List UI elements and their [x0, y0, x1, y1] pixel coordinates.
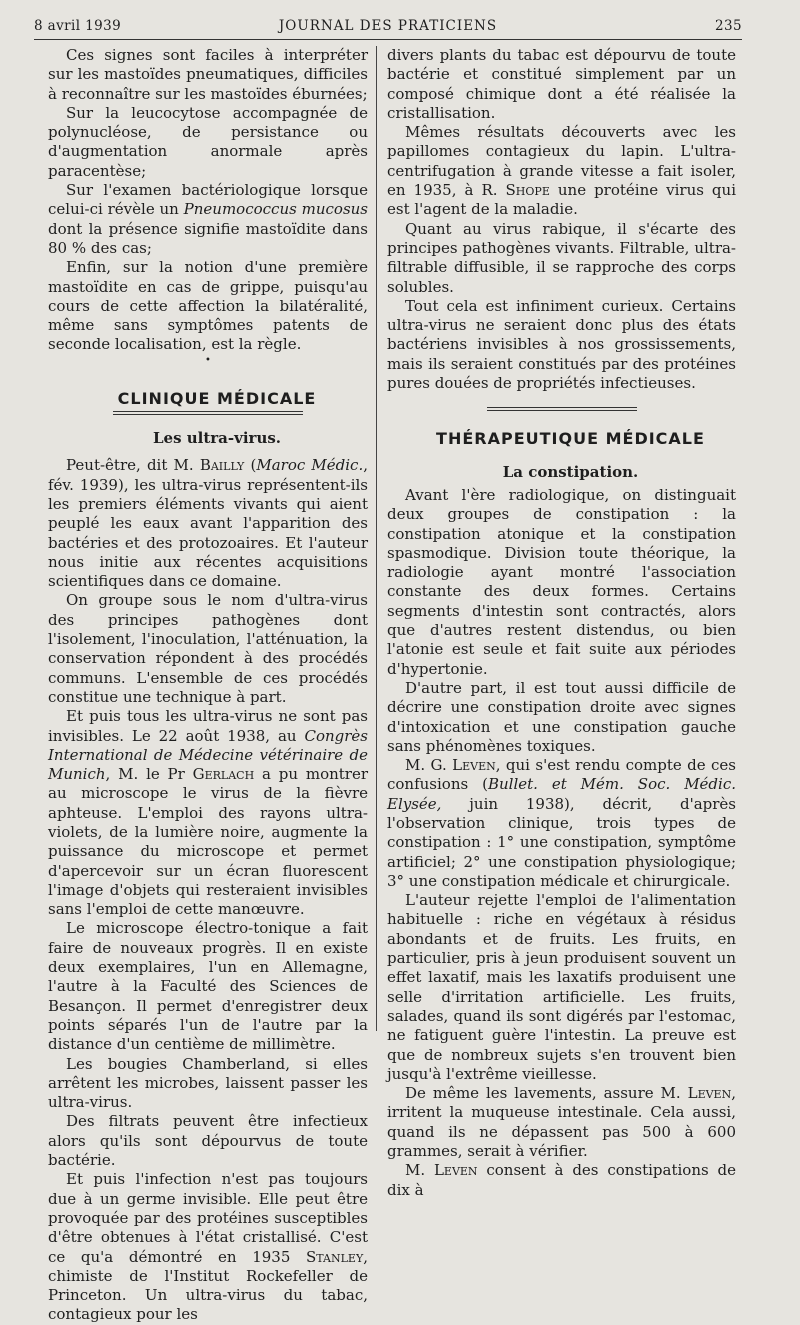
author-name: Bailly [199, 456, 245, 475]
paragraph: Sur l'examen bactériologique lorsque celui-ci révèle un Pneumococcus mucosus dont la présence signifie mastoïdite dans 80 % des cas; [48, 181, 369, 257]
paragraph: Et puis tous les ultra-virus ne sont pas invisibles. Le 22 août 1938, au Congrès International de Médecine vétérinaire de Munich, M. le Pr Gerlach a pu montrer au microscope le virus de la fièvre aphteuse. L'emploi des rayons ultra-violets, de la lumière noire, augmente la puissance du microscope et permet d'apercevoir sur un écran fluorescent l'image d'objets qui resteraient invisibles sans l'emploi de cette manœuvre. [48, 707, 369, 919]
right-column [387, 46, 736, 1200]
author-name: Gerlach [192, 765, 255, 784]
paragraph: Tout cela est infiniment curieux. Certains ultra-virus ne seraient donc plus des états bactériens invisibles à nos grossissements, mais ils seraient constitués par des protéines pures douées de propriétés infectieuses. [387, 296, 736, 393]
congress-name: Congrès International de Médecine vétérinaire de Munich [48, 726, 368, 784]
author-name: Shope [505, 181, 550, 200]
journal-title: JOURNAL DES PRATICIENS [278, 18, 498, 34]
paragraph: Mêmes résultats découverts avec les papillomes contagieux du lapin. L'ultra-centrifugation à grande vitesse a fait isoler, en 1935, à R. Shope une protéine virus qui est l'agent de la maladie. [387, 123, 736, 219]
section-title-therapeutique: THÉRAPEUTIQUE MÉDICALE [436, 429, 705, 449]
author-name: Leven [687, 1084, 732, 1103]
paragraph: divers plants du tabac est dépourvu de toute bactérie et constitué simplement par un composé chimique dont a été réalisée la cristallisation. [387, 46, 736, 122]
author-name: Leven [452, 756, 496, 775]
paragraph: Avant l'ère radiologique, on distinguait deux groupes de constipation : la constipation atonique et la constipation spasmodique. Division toute théorique, la radiologie ayant montré l'association constante des deux formes. Certains segments d'intestin sont contractés, alors que d'autres restent distendus, ou bien l'atonie est seule et fait suite aux périodes d'hypertonie. [387, 485, 736, 678]
page-number: 235 [715, 18, 742, 34]
paragraph: D'autre part, il est tout aussi difficile de décrire une constipation droite avec signes d'intoxication et une constipation gauche sans phénomènes toxiques. [387, 678, 736, 755]
species-name: Pneumococcus mucosus [183, 200, 369, 219]
paragraph: Ces signes sont faciles à interpréter sur les mastoïdes pneumatiques, difficiles à reconnaître sur les mastoïdes éburnées; [48, 46, 368, 103]
article-title-constipation: La constipation. [502, 462, 639, 481]
paragraph: M. Leven consent à des constipations de dix à [387, 1161, 736, 1199]
paragraph: Quant au virus rabique, il s'écarte des principes pathogènes vivants. Filtrable, ultra-filtrable diffusible, il se rapproche des corps solubles. [387, 219, 736, 296]
author-name: Leven [433, 1161, 478, 1180]
header-rule [34, 39, 742, 40]
paragraph: Des filtrats peuvent être infectieux alors qu'ils sont dépourvus de toute bactérie. [48, 1112, 368, 1170]
section-title-clinique: CLINIQUE MÉDICALE [117, 388, 317, 408]
paragraph: Les bougies Chamberland, si elles arrêtent les microbes, laissent passer les ultra-virus. [48, 1054, 368, 1112]
paragraph: De même les lavements, assure M. Leven, irritent la muqueuse intestinale. Cela aussi, quand ils ne dépassent pas 500 à 600 grammes, serait à vérifier. [387, 1084, 736, 1161]
left-column [48, 46, 368, 1325]
author-name: Stanley [306, 1247, 364, 1266]
source-title: Maroc Médic. [256, 456, 364, 475]
paragraph: Enfin, sur la notion d'une première mastoïdite en cas de grippe, puisqu'au cours de cette affection la bilatéralité, même sans symptômes patents de seconde localisation, est la règle. [48, 258, 368, 354]
article-title-ultra-virus: Les ultra-virus. [152, 429, 282, 448]
column-separator [376, 46, 377, 1031]
paragraph: Peut-être, dit M. Bailly (Maroc Médic., fév. 1939), les ultra-virus représentent-ils les premiers éléments vivants qui aient peuplé les eaux avant l'apparition des bactéries et des protozoaires. Et l'auteur nous initie aux récentes acquisitions scientifiques dans ce domaine. [48, 456, 368, 591]
paragraph: On groupe sous le nom d'ultra-virus des principes pathogènes dont l'isolement, l'inoculation, l'atténuation, la conservation répondent à des procédés communs. L'ensemble de ces procédés constitue une technique à part. [48, 591, 368, 706]
source-title: Bullet. et Mém. Soc. Médic. Elysée, [387, 775, 737, 813]
separator-dot: • [205, 354, 211, 366]
paragraph: Sur la leucocytose accompagnée de polynucléose, de persistance ou d'augmentation anormale après paracentèse; [48, 103, 368, 180]
paragraph: M. G. Leven, qui s'est rendu compte de ces confusions (Bullet. et Mém. Soc. Médic. Elysée, juin 1938), décrit, d'après l'observation clinique, trois types de constipation : 1° une constipation, symptôme artificiel; 2° une constipation physiologique; 3° une constipation médicale et chirurgicale. [387, 756, 737, 890]
paragraph: L'auteur rejette l'emploi de l'alimentation habituelle : riche en végétaux à résidus abondants et de fruits. Les fruits, en particulier, pris à jeun produisent souvent un effet laxatif, mais les laxatifs produisent une selle d'irritation artificielle. Les fruits, salades, quand ils sont digérés par l'estomac, ne fatiguent guère l'intestin. La preuve est que de nombreux sujets s'en trouvent bien jusqu'à l'extrême vieillesse. [387, 891, 736, 1083]
running-header [34, 18, 742, 38]
paragraph: Et puis l'infection n'est pas toujours due à un germe invisible. Elle peut être provoquée par des protéines susceptibles d'être obtenues à l'état cristallisé. C'est ce qu'a démontré en 1935 Stanley, chimiste de l'Institut Rockefeller de Princeton. Un ultra-virus du tabac, contagieux pour les [48, 1170, 368, 1324]
paragraph: Le microscope électro-tonique a fait faire de nouveaux progrès. Il en existe deux exemplaires, l'un en Allemagne, l'autre à la Faculté des Sciences de Besançon. Il permet d'enregistrer deux points séparés l'un de l'autre par la distance d'un centième de millimètre. [48, 919, 368, 1054]
issue-date: 8 avril 1939 [34, 18, 122, 34]
